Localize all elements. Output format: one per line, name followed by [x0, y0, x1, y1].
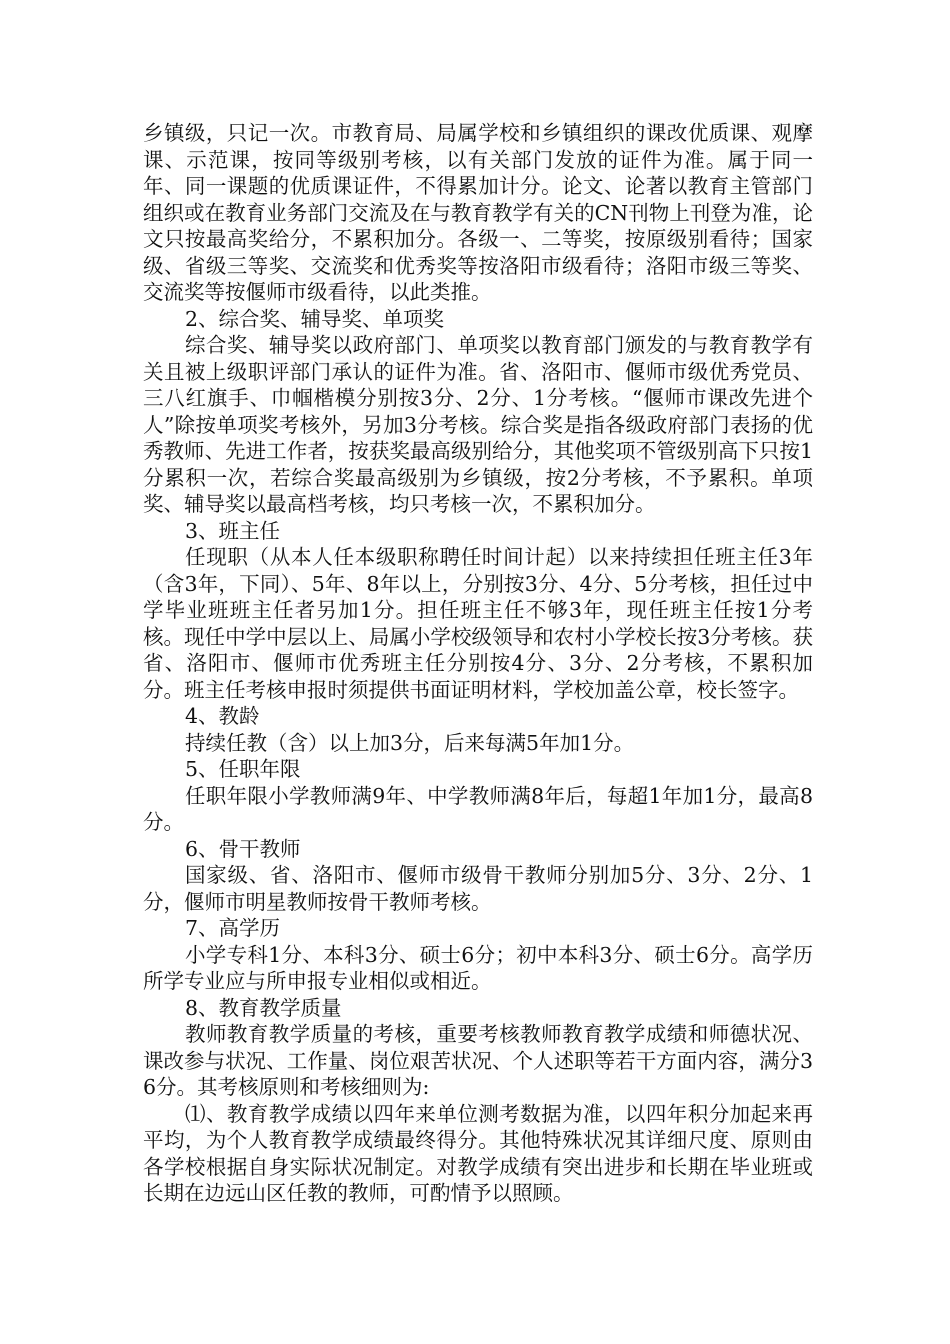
- paragraph-class-teacher: 任现职（从本人任本级职称聘任时间计起）以来持续担任班主任3年（含3年，下同）、5年、8年以上，分别按3分、4分、5分考核，担任过中学毕业班班主任者另加1分。担任班主任不够3年，现任班主任按1分考核。现任中学中层以上、局属小学校级领导和农村小学校长按3分考核。获省、洛阳市、偃师市优秀班主任分别按4分、3分、2分考核，不累积加分。班主任考核申报时须提供书面证明材料，学校加盖公章，校长签字。: [143, 545, 813, 702]
- paragraph-key-teacher: 国家级、省、洛阳市、偃师市级骨干教师分别加5分、3分、2分、1分，偃师市明星教师按骨干教师考核。: [143, 863, 813, 914]
- paragraph-teaching-results: ⑴、教育教学成绩以四年来单位测考数据为准，以四年积分加起来再平均，为个人教育教学成绩最终得分。其他特殊状况其详细尺度、原则由各学校根据自身实际状况制定。对教学成绩有突出进步和长期在毕业班或长期在边远山区任教的教师，可酌情予以照顾。: [143, 1101, 813, 1205]
- section-heading-teaching-years: 4、教龄: [185, 704, 260, 728]
- section-heading-higher-education: 7、高学历: [185, 916, 281, 940]
- section-heading-key-teacher: 6、骨干教师: [185, 836, 301, 861]
- paragraph-teaching-quality: 教师教育教学质量的考核，重要考核教师教育教学成绩和师德状况、课改参与状况、工作量、岗位艰苦状况、个人述职等若干方面内容，满分36分。其考核原则和考核细则为:: [143, 1022, 813, 1099]
- paragraph-continuation: 乡镇级，只记一次。市教育局、局属学校和乡镇组织的课改优质课、观摩课、示范课，按同等级别考核，以有关部门发放的证件为准。属于同一年、同一课题的优质课证件，不得累加计分。论文、论著以教育主管部门组织或在教育业务部门交流及在与教育教学有关的CN刊物上刊登为准，论文只按最高奖给分，不累积加分。各级一、二等奖，按原级别看待；国家级、省级三等奖、交流奖和优秀奖等按洛阳市级看待；洛阳市级三等奖、交流奖等按偃师市级看待，以此类推。: [143, 121, 813, 304]
- section-heading-tenure: 5、任职年限: [185, 757, 301, 781]
- paragraph-higher-education: 小学专科1分、本科3分、硕士6分；初中本科3分、硕士6分。高学历所学专业应与所申报专业相似或相近。: [143, 942, 813, 993]
- paragraph-teaching-years: 持续任教（含）以上加3分，后来每满5年加1分。: [185, 730, 635, 755]
- section-heading-teaching-quality: 8、教育教学质量: [185, 995, 342, 1020]
- section-heading-class-teacher: 3、班主任: [185, 518, 281, 543]
- paragraph-comprehensive-award: 综合奖、辅导奖以政府部门、单项奖以教育部门颁发的与教育教学有关且被上级职评部门承认的证件为准。省、洛阳市、偃师市级优秀党员、三八红旗手、巾帼楷模分别按3分、2分、1分考核。“偃师市课改先进个人”除按单项奖考核外，另加3分考核。综合奖是指各级政府部门表扬的优秀教师、先进工作者，按获奖最高级别给分，其他奖项不管级别高下只按1分累积一次，若综合奖最高级别为乡镇级，按2分考核，不予累积。单项奖、辅导奖以最高档考核，均只考核一次，不累积加分。: [143, 333, 813, 516]
- section-heading-comprehensive-award: 2、综合奖、辅导奖、单项奖: [185, 306, 445, 331]
- document-body: [143, 120, 813, 1207]
- paragraph-tenure: 任职年限小学教师满9年、中学教师满8年后，每超1年加1分，最高8分。: [143, 783, 813, 834]
